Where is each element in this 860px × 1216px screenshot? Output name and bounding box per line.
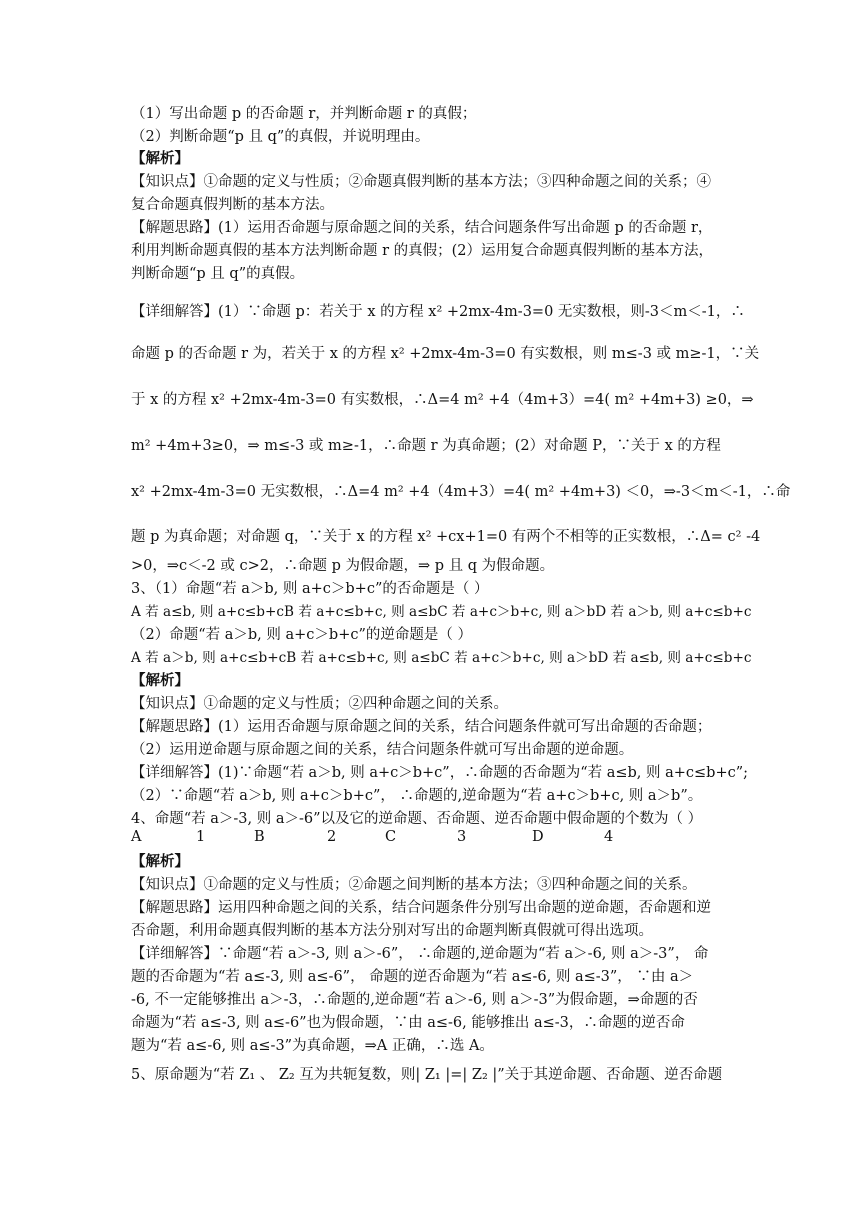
- question-3-options-1: A 若 a≤b, 则 a+c≤b+cB 若 a+c≤b+c, 则 a≤bC 若 a+c＞b+c, 则 a＞bD 若 a＞b, 则 a+c≤b+c: [131, 604, 752, 620]
- detailed-answer-cont: 命题为“若 a≤-3, 则 a≤-6”也为假命题，∵由 a≤-6, 能够推出 a≤-3，∴命题的逆否命: [131, 1015, 685, 1031]
- sub-question-2: （2）判断命题“p 且 q”的真假，并说明理由。: [131, 129, 430, 145]
- detailed-answer-cont: 题的否命题为“若 a≤-3, 则 a≤-6”， 命题的逆否命题为“若 a≤-6, 则 a≤-3”， ∵由 a＞: [131, 969, 694, 985]
- option-b-value: 2: [327, 829, 337, 845]
- knowledge-points: 【知识点】①命题的定义与性质；②四种命题之间的关系。: [131, 696, 508, 712]
- detailed-answer-cont: >0，⇒c＜-2 或 c>2，∴命题 p 为假命题，⇒ p 且 q 为假命题。: [131, 558, 555, 574]
- knowledge-points: 【知识点】①命题的定义与性质；②命题之间判断的基本方法；③四种命题之间的关系。: [131, 877, 697, 893]
- option-b-label: B: [254, 829, 265, 845]
- analysis-heading: 【解析】: [131, 854, 189, 870]
- solution-idea-cont: 否命题，利用命题真假判断的基本方法分别对写出的命题判断真假就可得出选项。: [131, 923, 653, 939]
- question-5: 5、原命题为“若 Z₁ 、 Z₂ 互为共轭复数，则| Z₁ |=| Z₂ |”关于其逆命题、否命题、逆否命题: [131, 1067, 723, 1083]
- detailed-answer: 【详细解答】(1）∵命题 p：若关于 x 的方程 x² +2mx-4m-3=0 无实数根，则-3＜m＜-1，∴: [131, 304, 745, 320]
- option-c-value: 3: [457, 829, 467, 845]
- option-d-value: 4: [604, 829, 614, 845]
- detailed-answer-cont: 于 x 的方程 x² +2mx-4m-3=0 有实数根，∴Δ=4 m² +4（4m+3）=4( m² +4m+3) ≥0，⇒: [131, 392, 754, 408]
- detailed-answer-cont: 命题 p 的否命题 r 为，若关于 x 的方程 x² +2mx-4m-3=0 有实数根，则 m≤-3 或 m≥-1，∵关: [131, 346, 760, 362]
- detailed-answer: 【详细解答】∵命题“若 a＞-3, 则 a＞-6”， ∴命题的,逆命题为“若 a＞-6, 则 a＞-3”， 命: [131, 946, 709, 962]
- option-c-label: C: [385, 829, 397, 845]
- solution-idea-cont: 利用判断命题真假的基本方法判断命题 r 的真假；(2）运用复合命题真假判断的基本方法，: [131, 243, 714, 259]
- analysis-heading: 【解析】: [131, 673, 189, 689]
- detailed-answer-cont: 题 p 为真命题；对命题 q，∵关于 x 的方程 x² +cx+1=0 有两个不相等的正实数根，∴Δ= c² -4: [131, 529, 761, 545]
- detailed-answer-cont: x² +2mx-4m-3=0 无实数根，∴Δ=4 m² +4（4m+3）=4( m² +4m+3) ＜0，⇒-3＜m＜-1，∴命: [131, 484, 791, 500]
- detailed-answer: 【详细解答】(1)∵命题“若 a＞b, 则 a+c＞b+c”，∴命题的否命题为“若 a≤b, 则 a+c≤b+c”;: [131, 765, 749, 781]
- detailed-answer-cont: 题为“若 a≤-6, 则 a≤-3”为真命题，⇒A 正确，∴选 A。: [131, 1038, 494, 1054]
- solution-idea-cont: 判断命题“p 且 q”的真假。: [131, 266, 305, 282]
- solution-idea: 【解题思路】(1）运用否命题与原命题之间的关系，结合问题条件写出命题 p 的否命题 r，: [131, 220, 713, 236]
- question-3-options-2: A 若 a＞b, 则 a+c≤b+cB 若 a+c≤b+c, 则 a≤bC 若 a+c＞b+c, 则 a＞bD 若 a≤b, 则 a+c≤b+c: [131, 650, 752, 666]
- knowledge-points: 【知识点】①命题的定义与性质；②命题真假判断的基本方法；③四种命题之间的关系；④: [131, 174, 711, 190]
- analysis-heading: 【解析】: [131, 151, 189, 167]
- knowledge-points-cont: 复合命题真假判断的基本方法。: [131, 197, 334, 213]
- question-3: 3、（1）命题“若 a＞b, 则 a+c＞b+c”的否命题是（ ）: [131, 581, 489, 597]
- option-a-value: 1: [196, 829, 206, 845]
- solution-idea: 【解题思路】(1）运用否命题与原命题之间的关系，结合问题条件就可写出命题的否命题；: [131, 719, 712, 735]
- option-d-label: D: [532, 829, 544, 845]
- detailed-answer-cont: m² +4m+3≥0，⇒ m≤-3 或 m≥-1，∴命题 r 为真命题；(2）对命题 P，∵关于 x 的方程: [131, 438, 721, 454]
- question-4: 4、命题“若 a＞-3, 则 a＞-6”以及它的逆命题、否命题、逆否命题中假命题的个数为（ ）: [131, 811, 703, 827]
- solution-idea-cont: （2）运用逆命题与原命题之间的关系，结合问题条件就可写出命题的逆命题。: [131, 742, 634, 758]
- question-3-part-2: （2）命题“若 a＞b, 则 a+c＞b+c”的逆命题是（ ）: [131, 627, 472, 643]
- detailed-answer-cont: -6, 不一定能够推出 a＞-3，∴命题的,逆命题“若 a＞-6, 则 a＞-3”为假命题，⇒命题的否: [131, 992, 698, 1008]
- option-a-label: A: [131, 829, 142, 845]
- solution-idea: 【解题思路】运用四种命题之间的关系，结合问题条件分别写出命题的逆命题，否命题和逆: [131, 900, 711, 916]
- detailed-answer-cont: （2）∵命题“若 a＞b, 则 a+c＞b+c”， ∴命题的,逆命题为“若 a+c＞b+c, 则 a＞b”。: [131, 788, 703, 804]
- sub-question-1: （1）写出命题 p 的否命题 r，并判断命题 r 的真假；: [131, 106, 477, 122]
